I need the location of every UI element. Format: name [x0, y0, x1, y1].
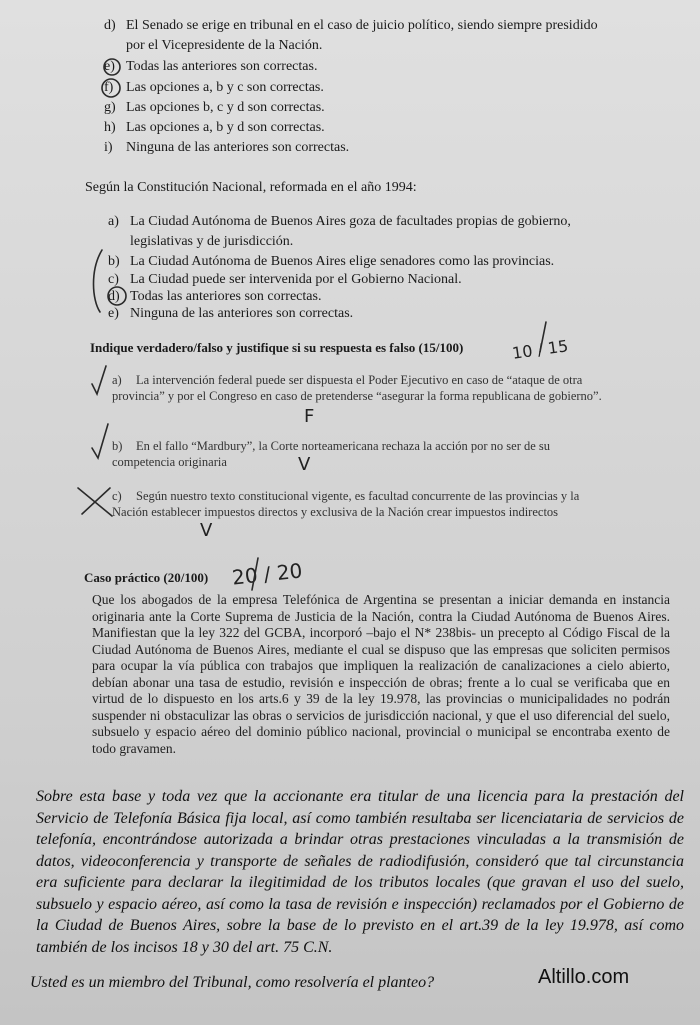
check-mark-tf-b	[92, 424, 108, 458]
tf-handwritten-score: 10 / 15	[510, 336, 570, 363]
option-label: d)	[104, 18, 116, 33]
option-label: i)	[104, 140, 113, 155]
option-text: Todas las anteriores son correctas.	[126, 59, 318, 74]
bracket-mark-q2	[94, 250, 103, 312]
option-label: b)	[108, 254, 120, 269]
circle-mark-q2-d	[108, 287, 126, 305]
caso-question: Usted es un miembro del Tribunal, como resolvería el planteo?	[30, 974, 435, 991]
check-mark-tf-a	[92, 366, 106, 394]
option-text: La Ciudad Autónoma de Buenos Aires goza de facultades propias de gobierno,	[130, 214, 571, 229]
slash-mark-tf-score	[540, 322, 546, 352]
option-label: a)	[108, 214, 119, 229]
option-text: Las opciones a, b y c son correctas.	[126, 80, 324, 95]
option-text: Todas las anteriores son correctas.	[130, 289, 322, 304]
option-label: f)	[104, 80, 114, 95]
option-text: legislativas y de jurisdicción.	[130, 234, 294, 249]
caso-handwritten-score: 20 / 20	[230, 558, 304, 590]
option-label: e)	[104, 59, 115, 74]
item-text: Según nuestro texto constitucional vigente, es facultad concurrente de las provincias y la Nación establecer impuestos directos y exclusiva de la Nación crear impuestos indirectos	[112, 489, 580, 519]
option-label: c)	[108, 272, 119, 287]
option-label: g)	[104, 100, 116, 115]
option-label: e)	[108, 306, 119, 321]
item-text: La intervención federal puede ser dispuesta el Poder Ejecutivo en caso de “ataque de otra provincia” y por el Congreso en caso de pretenderse “asegurar la forma republicana de gobierno”.	[112, 373, 602, 403]
tf-answer-b: V	[298, 454, 311, 475]
item-label: a)	[112, 373, 122, 387]
item-label: c)	[112, 489, 122, 503]
option-text: El Senado se erige en tribunal en el caso de juicio político, siendo siempre presidido	[126, 18, 598, 33]
caso-paragraph-1: Que los abogados de la empresa Telefónica de Argentina se presentan a iniciar demanda en instancia originaria ante la Corte Suprema de Justicia de la Nación, contra la Ciudad Autónoma de Buenos Aires. Manifiestan que la ley 322 del GCBA, incorporó –bajo el N* 238bis- un precepto al Código Fiscal de la Ciudad Autónoma de Buenos Aires, mediante el cual se dispuso que las empresas que soliciten permisos para ocupar la vía pública con trabajos que impliquen la realización de canalizaciones a cielo abierto, debían abonar una tasa de estudio, revisión e inspección de obras; frente a lo cual se verificaba que en virtud de lo dispuesto en los arts.6 y 39 de la ley 19.978, las provincias o municipalidades no podrán suspender ni obstaculizar las obras o servicios de jurisdicción nacional, y que el uso diferencial del suelo, subsuelo y espacio aéreo del dominio público nacional, provincial o municipal se encontraba exento de todo gravamen.	[92, 592, 670, 756]
slash-mark-caso-score	[252, 558, 258, 590]
circle-mark-q1-e	[104, 59, 120, 75]
option-text: Las opciones b, c y d son correctas.	[126, 100, 325, 115]
q2-heading: Según la Constitución Nacional, reformada en el año 1994:	[85, 180, 417, 195]
item-text: En el fallo “Mardbury”, la Corte norteamericana rechaza la acción por no ser de su competencia originaria	[112, 439, 551, 469]
tf-answer-c: V	[200, 520, 213, 541]
tf-answer-a: F	[304, 406, 315, 427]
altillo-watermark: Altillo.com	[538, 966, 630, 988]
item-label: b)	[112, 439, 123, 453]
option-label: d)	[108, 289, 120, 304]
caso-paragraph-2: Sobre esta base y toda vez que la accionante era titular de una licencia para la prestación del Servicio de Telefonía Básica fija local, así como también resultaba ser licenciataria de servicios de telefonía, encontrándose autorizada a brindar otras prestaciones vinculadas a la transmisión de datos, videoconferencia y transporte de señales de radiodifusión, consideró que tal circunstancia era suficiente para declarar la ilegitimidad de los tributos locales (que gravan el uso del suelo, subsuelo y espacio aéreo, así como la tasa de revisión e inspección) reclamados por el Gobierno de la Ciudad de Buenos Aires, sobre la base de lo previsto en el art.39 de la ley 19.978, así como también de los incisos 18 y 30 del art. 75 C.N.	[36, 788, 684, 956]
option-text: por el Vicepresidente de la Nación.	[126, 38, 323, 53]
circle-mark-q1-f	[102, 79, 120, 97]
tf-heading: Indique verdadero/falso y justifique si su respuesta es falso (15/100)	[90, 340, 464, 355]
option-text: La Ciudad puede ser intervenida por el Gobierno Nacional.	[130, 272, 462, 287]
caso-heading: Caso práctico (20/100)	[84, 570, 209, 585]
option-text: Las opciones a, b y d son correctas.	[126, 120, 325, 135]
option-text: La Ciudad Autónoma de Buenos Aires elige senadores como las provincias.	[130, 254, 555, 269]
option-label: h)	[104, 120, 116, 135]
cross-mark-tf-c	[78, 488, 112, 516]
option-text: Ninguna de las anteriores son correctas.	[130, 306, 354, 321]
option-text: Ninguna de las anteriores son correctas.	[126, 140, 350, 155]
